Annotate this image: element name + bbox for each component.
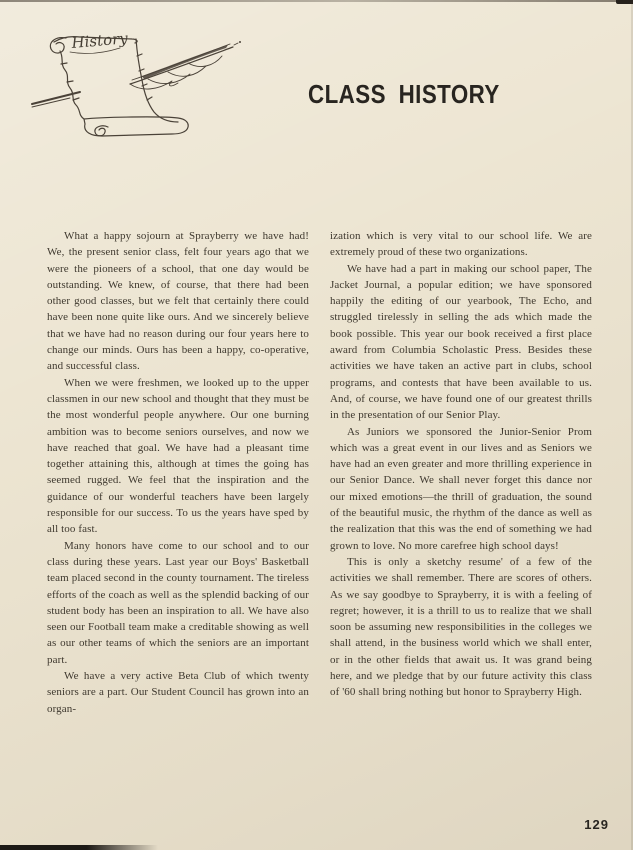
scan-edge-top xyxy=(0,0,633,2)
scan-mark-bottom-left xyxy=(0,845,158,850)
page-title: CLASS HISTORY xyxy=(308,79,500,109)
article-body xyxy=(47,228,592,717)
paragraph: We have a very active Beta Club of which twenty seniors are a part. Our Student Council has grown into an organ- xyxy=(47,670,309,715)
scroll-icon xyxy=(50,37,188,136)
paragraph: What a happy sojourn at Sprayberry we have had! We, the present senior class, felt four years ago that we were the pioneers of a school, that one day would be outstanding. We knew, of course, that there had been other good classes, but we felt that certainly there could have been none quite like ours. And we sincerely believe that we have had no reason during our four years here to change our minds. Ours has been a happy, co-operative, and successful class. xyxy=(47,230,309,373)
paragraph: As Juniors we sponsored the Junior-Senior Prom which was a great event in our lives and as Seniors we have had an even greater and more thrilling experience in our Senior Dance. We shall never forget this dance nor our mixed emotions—the thrill of graduation, the sound of the beautiful music, the rhythm of the dance as well as the realization that this was the end of something we had grown to love. No more carefree high school days! xyxy=(330,425,592,552)
paragraph: ization which is very vital to our school life. We are extremely proud of these two organizations. xyxy=(330,230,592,259)
illustration-label: History xyxy=(70,29,129,52)
paragraph: We have had a part in making our school paper, The Jacket Journal, a popular edition; we have sponsored happily the editing of our yearbook, The Echo, and struggled tirelessly in selling the ads which made the book possible. This year our book received a first place award from Columbia Scholastic Press. Besides these activities we have taken an active part in clubs, school programs, and contests that have been available to us. And, of course, we have found one of our greatest thrills in the presentation of our Senior Play. xyxy=(330,262,592,422)
paragraph: When we were freshmen, we looked up to the upper classmen in our new school and thought that they must be the most wonderful people anywhere. Our one burning ambition was to become seniors ourselves, and now we have reached that goal. We have had a pleasant time together attaining this, although at times the going has seemed rugged. We feel that the inspiration and the guidance of our wonderful teachers have been largely responsible for our success. To us the years have sped by all too fast. xyxy=(47,376,309,536)
left-column xyxy=(47,228,309,717)
scroll-quill-illustration xyxy=(30,24,252,148)
page-number: 129 xyxy=(584,817,609,832)
paragraph: Many honors have come to our school and to our class during these years. Last year our Boys' Basketball team placed second in the county tournament. The tireless efforts of the coach as well as the splendid backing of our student body has been an inspiration to all. We have also seen our Football team make a creditable showing as well as our other teams of which the seniors are an important part. xyxy=(47,539,309,666)
quill-feather-icon xyxy=(130,41,241,89)
right-column xyxy=(330,228,592,717)
paragraph: This is only a sketchy resume' of a few of the activities we shall remember. There are scores of others. As we say goodbye to Sprayberry, it is with a feeling of regret; however, it is a thrill to us to realize that we shall soon be assuming new responsibilities in the colleges we shall attend, in the business world which we shall enter, or in the other fields that await us. It was grand being here, and we pledge that by our future activity this class of '60 shall bring nothing but honor to Sprayberry High. xyxy=(330,555,592,699)
